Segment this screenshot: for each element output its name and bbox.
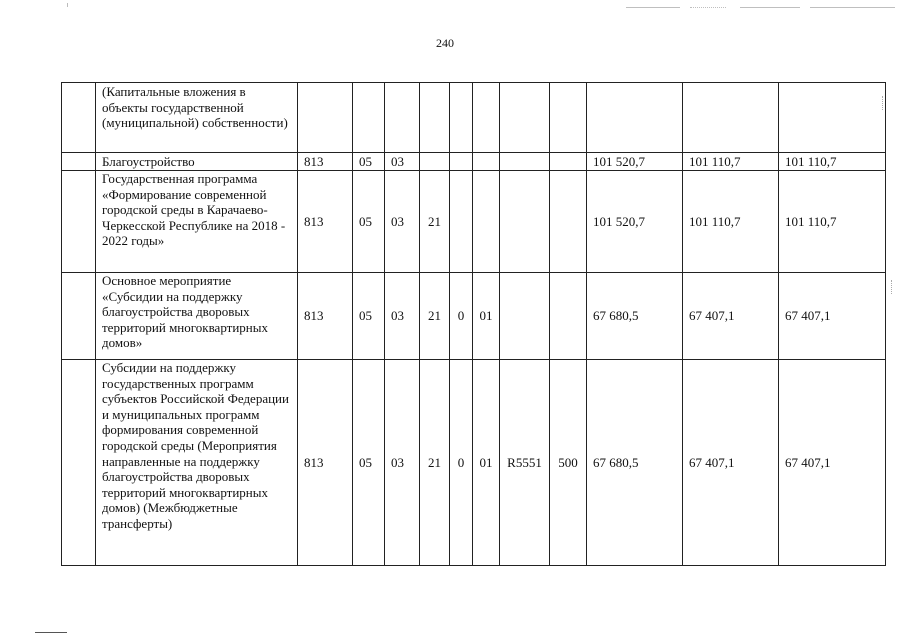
sum-2018: 101 520,7 <box>587 171 683 273</box>
section-code: 05 <box>353 360 385 566</box>
subsection-code: 03 <box>385 153 420 171</box>
event-code <box>473 153 500 171</box>
direction-code <box>500 273 550 360</box>
row-name: Основное мероприятие «Субсидии на поддержку благоустройства дворовых территорий многоквартирных домов» <box>96 273 298 360</box>
sum-2020: 67 407,1 <box>779 273 886 360</box>
subsection-code: 03 <box>385 171 420 273</box>
table-row <box>62 153 886 171</box>
subprogram-code <box>450 153 473 171</box>
scan-artifact-line <box>35 632 67 633</box>
direction-code <box>500 83 550 153</box>
scan-artifact-line <box>740 7 800 8</box>
subsection-code: 03 <box>385 273 420 360</box>
row-name: (Капитальные вложения в объекты государственной (муниципальной) собственности) <box>96 83 298 153</box>
sum-2019: 67 407,1 <box>683 273 779 360</box>
direction-code <box>500 171 550 273</box>
page-number: 240 <box>436 36 454 50</box>
scan-artifact-line <box>690 7 726 8</box>
table-row <box>62 83 886 153</box>
subprogram-code: 0 <box>450 360 473 566</box>
sum-2020: 101 110,7 <box>779 171 886 273</box>
expense-type-code <box>550 273 587 360</box>
admin-code: 813 <box>298 153 353 171</box>
admin-code: 813 <box>298 360 353 566</box>
admin-code: 813 <box>298 273 353 360</box>
sum-2019 <box>683 83 779 153</box>
scan-artifact-line <box>810 7 895 8</box>
sum-2019: 101 110,7 <box>683 171 779 273</box>
direction-code <box>500 153 550 171</box>
admin-code: 813 <box>298 171 353 273</box>
sum-2019: 67 407,1 <box>683 360 779 566</box>
empty-cell <box>62 153 96 171</box>
row-name: Субсидии на поддержку государственных программ субъектов Российской Федерации и муниципальных программ формирования современной городской среды (Мероприятия направленные на поддержку благоустройства дворовых территорий многоквартирных домов) (Межбюджетные трансферты) <box>96 360 298 566</box>
expense-type-code <box>550 83 587 153</box>
event-code <box>473 83 500 153</box>
empty-cell <box>62 83 96 153</box>
program-code <box>420 83 450 153</box>
sum-2018: 67 680,5 <box>587 273 683 360</box>
row-name: Благоустройство <box>96 153 298 171</box>
sum-2018: 101 520,7 <box>587 153 683 171</box>
sum-2020 <box>779 83 886 153</box>
sum-2020: 101 110,7 <box>779 153 886 171</box>
program-code: 21 <box>420 273 450 360</box>
sum-2020: 67 407,1 <box>779 360 886 566</box>
empty-cell <box>62 273 96 360</box>
scan-artifact-tick <box>67 3 68 7</box>
subprogram-code: 0 <box>450 273 473 360</box>
budget-table <box>61 82 886 566</box>
expense-type-code <box>550 153 587 171</box>
program-code <box>420 153 450 171</box>
event-code: 01 <box>473 273 500 360</box>
empty-cell <box>62 171 96 273</box>
subprogram-code <box>450 171 473 273</box>
event-code: 01 <box>473 360 500 566</box>
section-code: 05 <box>353 171 385 273</box>
sum-2019: 101 110,7 <box>683 153 779 171</box>
scan-artifact-tick <box>891 280 892 294</box>
sum-2018 <box>587 83 683 153</box>
program-code: 21 <box>420 360 450 566</box>
subprogram-code <box>450 83 473 153</box>
expense-type-code: 500 <box>550 360 587 566</box>
subsection-code <box>385 83 420 153</box>
sum-2018: 67 680,5 <box>587 360 683 566</box>
program-code: 21 <box>420 171 450 273</box>
direction-code: R5551 <box>500 360 550 566</box>
expense-type-code <box>550 171 587 273</box>
event-code <box>473 171 500 273</box>
row-name: Государственная программа «Формирование современной городской среды в Карачаево-Черкесской Республике на 2018 - 2022 годы» <box>96 171 298 273</box>
section-code: 05 <box>353 153 385 171</box>
table-row <box>62 360 886 566</box>
section-code: 05 <box>353 273 385 360</box>
table-row <box>62 171 886 273</box>
subsection-code: 03 <box>385 360 420 566</box>
scan-artifact-line <box>626 7 680 8</box>
admin-code <box>298 83 353 153</box>
empty-cell <box>62 360 96 566</box>
table-row <box>62 273 886 360</box>
section-code <box>353 83 385 153</box>
